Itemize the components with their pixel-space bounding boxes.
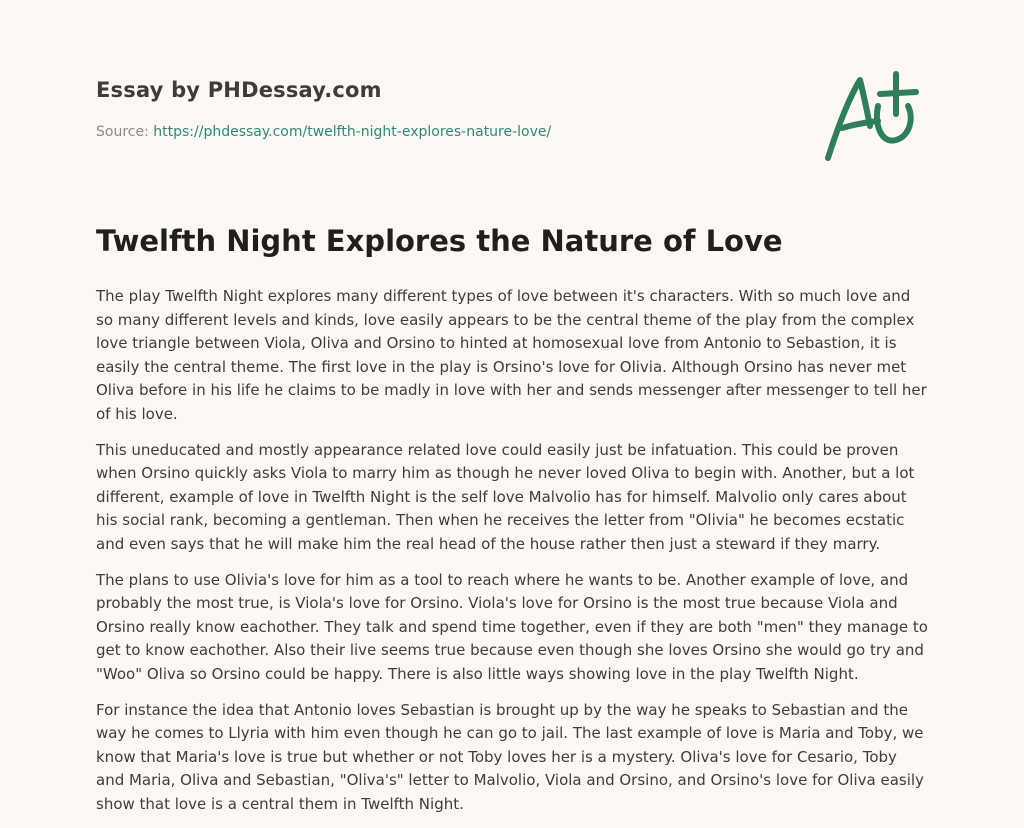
essay-paragraph: For instance the idea that Antonio loves Sebastian is brought up by the way he speaks to Sebastian and the way he comes to Llyria with him even though he can go to jail. The last example of love is Maria and Toby, we know that Maria's love is true but whether or not Toby loves her is a mystery. Oliva's love for Cesario, Toby and Maria, Oliva and Sebastian, "Oliva's" letter to Malvolio, Viola and Orsino, and Orsino's love for Oliva easily show that love is a central them in Twelfth Night. (96, 700, 924, 813)
essay-body (96, 285, 928, 828)
essay-title: Twelfth Night Explores the Nature of Love (96, 224, 783, 258)
essay-paragraph: This uneducated and mostly appearance related love could easily just be infatuation. This could be proven when Orsino quickly asks Viola to marry him as though he never loved Oliva to begin with. Another, but a lot different, example of love in Twelfth Night is the self love Malvolio has for himself. Malvolio only cares about his social rank, becoming a gentleman. Then when he receives the letter from "Olivia" he becomes ecstatic and even says that he will make him the real head of the house rather then just a steward if they marry. (96, 440, 915, 553)
site-brand: Essay by PHDessay.com (96, 78, 382, 102)
source-line (96, 124, 551, 140)
source-link[interactable]: https://phdessay.com/twelfth-night-explores-nature-love/ (153, 124, 552, 140)
source-label: Source: (96, 124, 154, 140)
essay-paragraph: The plans to use Olivia's love for him as a tool to reach where he wants to be. Another example of love, and probably the most true, is Viola's love for Orsino. Viola's love for Orsino is the most true because Viola and Orsino really know eachother. They talk and spend time together, even if they are both "men" they manage to get to know eachother. Also their live seems true because even though she loves Orsino she would go try and "Woo" Oliva so Orsino could be happy. There is also little ways showing love in the play Twelfth Night. (96, 570, 928, 683)
essay-paragraph: The play Twelfth Night explores many different types of love between it's characters. With so much love and so many different levels and kinds, love easily appears to be the central theme of the play from the complex love triangle between Viola, Oliva and Orsino to hinted at homosexual love from Antonio to Sebastion, it is easily the central theme. The first love in the play is Orsino's love for Olivia. Although Orsino has never met Oliva before in his life he claims to be madly in love with her and sends messenger after messenger to tell her of his love. (96, 287, 927, 423)
a-plus-grade-icon (816, 66, 926, 166)
